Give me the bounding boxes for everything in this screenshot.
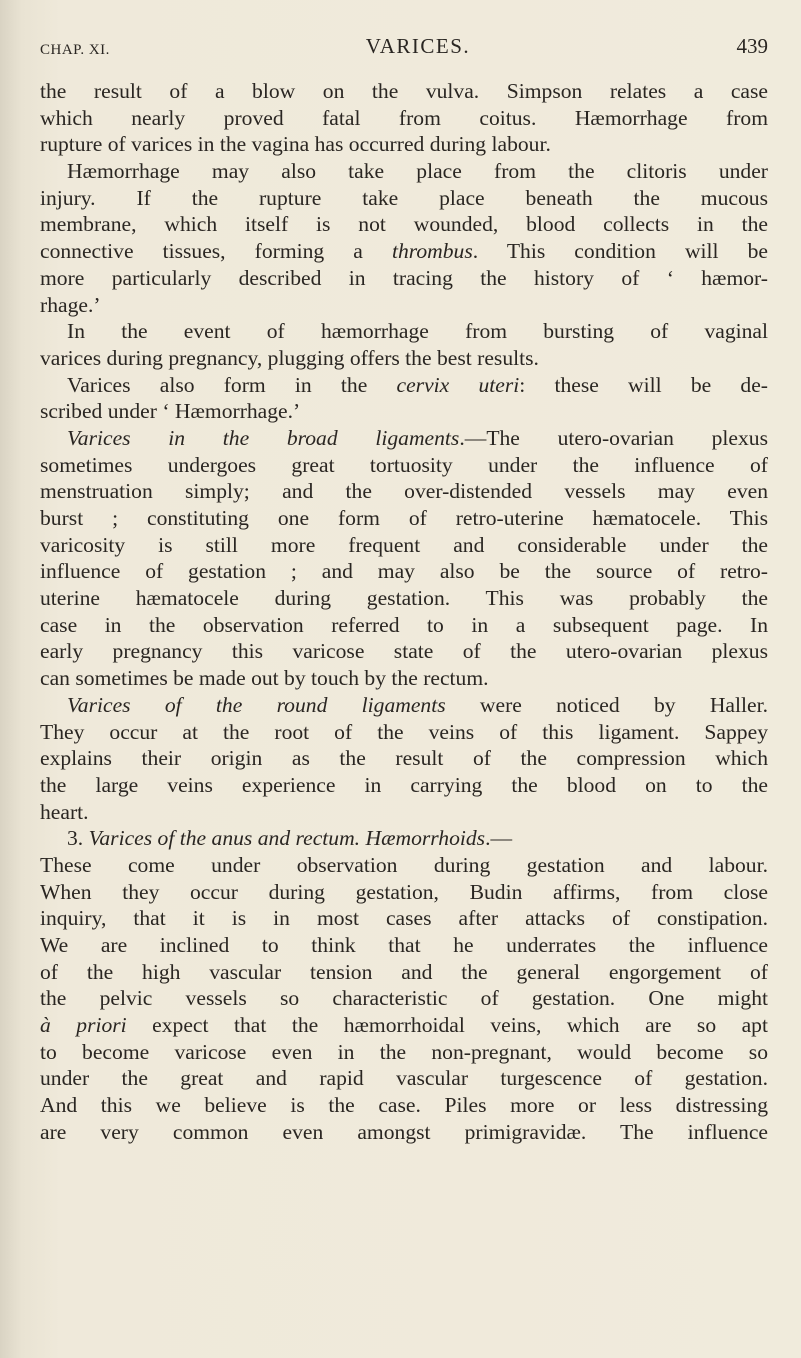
text-line: When they occur during gestation, Budin affirms, from close [40,879,768,904]
text-line: the result of a blow on the vulva. Simpson relates a case [40,79,768,103]
text-line: menstruation simply; and the over-distended vessels may even [40,479,768,504]
text-line: membrane, which itself is not wounded, blood collects in the [40,212,768,237]
text-line: heart. [40,799,89,824]
text-line: inquiry, that it is in most cases after attacks of constipation. [40,906,768,931]
text-line: In the event of hæmorrhage from bursting of vaginal [67,319,768,344]
text-line: connective tissues, forming a thrombus. This condition will be [40,239,768,264]
text-line: which nearly proved fatal from coitus. Hæmorrhage from [40,105,768,130]
text-line: to become varicose even in the non-pregnant, would become so [40,1039,768,1064]
text-line: Varices also form in the cervix uteri: these will be de- [67,372,768,397]
page-number: 439 [736,34,768,58]
text-line: sometimes undergoes great tortuosity under the influence of [40,452,768,477]
text-line: can sometimes be made out by touch by the rectum. [40,666,489,691]
text-line: varices during pregnancy, plugging offers the best results. [40,345,539,370]
text-line: Hæmorrhage may also take place from the clitoris under [67,159,768,184]
text-line: These come under observation during gestation and labour. [40,852,768,877]
running-header [40,32,768,68]
body-text [40,78,768,1146]
text-line: are very common even amongst primigravidæ. The influence [40,1119,768,1144]
text-line: of the high vascular tension and the general engorgement of [40,959,768,984]
text-line: à priori expect that the hæmorrhoidal veins, which are so apt [40,1013,768,1038]
text-line: injury. If the rupture take place beneath the mucous [40,185,768,210]
text-line: early pregnancy this varicose state of the utero-ovarian plexus [40,639,768,664]
text-line: more particularly described in tracing the history of ‘ hæmor- [40,265,768,290]
text-line: explains their origin as the result of the compression which [40,746,768,771]
text-line: under the great and rapid vascular turgescence of gestation. [40,1066,768,1091]
text-line: And this we believe is the case. Piles more or less distressing [40,1093,768,1118]
text-line: the large veins experience in carrying the blood on to the [40,772,768,797]
text-line: rhage.’ [40,292,101,317]
text-line: Varices of the round ligaments were noticed by Haller. [67,692,768,717]
text-line: case in the observation referred to in a subsequent page. In [40,612,768,637]
text-line: Varices in the broad ligaments.—The utero-ovarian plexus [67,425,768,450]
text-line: They occur at the root of the veins of this ligament. Sappey [40,719,768,744]
text-line: uterine hæmatocele during gestation. This was probably the [40,586,768,611]
text-line: We are inclined to think that he underrates the influence [40,933,768,957]
text-line: rupture of varices in the vagina has occurred during labour. [40,132,551,157]
text-line: influence of gestation ; and may also be the source of retro- [40,559,768,584]
page-title: VARICES. [365,34,471,58]
chapter-label: CHAP. XI. [40,42,110,58]
text-line: varicosity is still more frequent and considerable under the [40,532,768,557]
text-line: scribed under ‘ Hæmorrhage.’ [40,399,301,424]
text-line: burst ; constituting one form of retro-uterine hæmatocele. This [40,506,768,530]
text-line: the pelvic vessels so characteristic of gestation. One might [40,986,768,1011]
text-line: 3. Varices of the anus and rectum. Hæmorrhoids.— [67,826,513,851]
